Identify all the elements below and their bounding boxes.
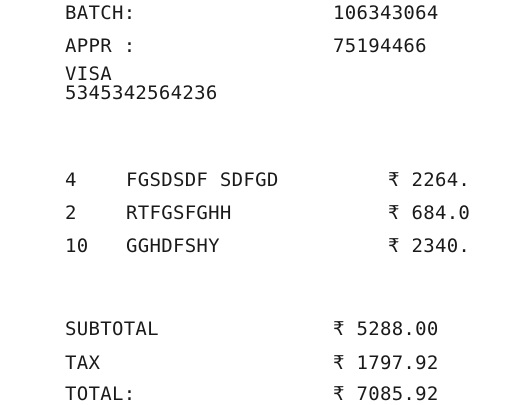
item-qty: 10 xyxy=(65,235,89,257)
tax-label: TAX xyxy=(65,352,101,374)
item-qty: 2 xyxy=(65,202,77,224)
item-price: ₹ 684.0 xyxy=(388,202,471,224)
item-qty: 4 xyxy=(65,169,77,191)
tax-value: ₹ 1797.92 xyxy=(333,352,439,374)
total-label: TOTAL: xyxy=(65,383,136,405)
approval-value: 75194466 xyxy=(333,35,427,57)
batch-label: BATCH: xyxy=(65,2,136,24)
approval-label: APPR : xyxy=(65,35,136,57)
total-value: ₹ 7085.92 xyxy=(333,383,439,405)
subtotal-value: ₹ 5288.00 xyxy=(333,318,439,340)
item-description: GGHDFSHY xyxy=(126,235,220,257)
batch-value: 106343064 xyxy=(333,2,439,24)
item-price: ₹ 2340. xyxy=(388,235,471,257)
subtotal-label: SUBTOTAL xyxy=(65,318,159,340)
card-type: VISA xyxy=(65,63,112,85)
item-price: ₹ 2264. xyxy=(388,169,471,191)
item-description: RTFGSFGHH xyxy=(126,202,232,224)
card-number: 5345342564236 xyxy=(65,82,218,104)
item-description: FGSDSDF SDFGD xyxy=(126,169,279,191)
